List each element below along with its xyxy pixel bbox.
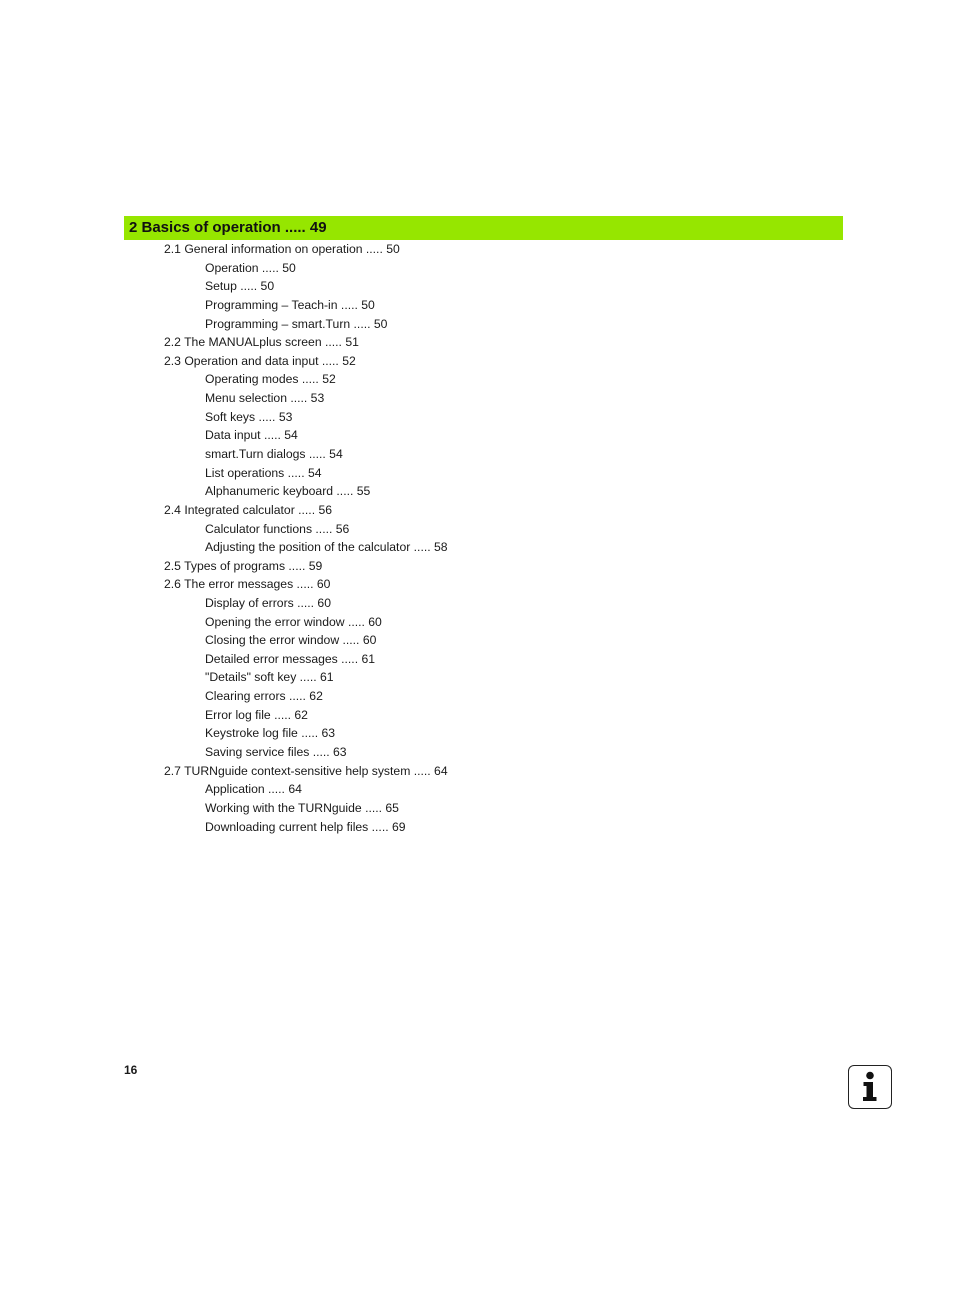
toc-entry[interactable]: Clearing errors ..... 62 — [205, 689, 323, 703]
toc-entry[interactable]: Setup ..... 50 — [205, 279, 275, 293]
toc-entry[interactable]: "Details" soft key ..... 61 — [205, 670, 334, 684]
toc-entry[interactable]: Display of errors ..... 60 — [205, 596, 331, 610]
toc-entry[interactable]: Operating modes ..... 52 — [205, 372, 336, 386]
toc-entry[interactable]: Data input ..... 54 — [205, 428, 298, 442]
toc-entry[interactable]: Menu selection ..... 53 — [205, 391, 325, 405]
info-glyph-icon — [849, 1066, 890, 1107]
toc-entry[interactable]: Saving service files ..... 63 — [205, 745, 347, 759]
toc-entry[interactable]: Calculator functions ..... 56 — [205, 522, 350, 536]
toc-entry[interactable]: Keystroke log file ..... 63 — [205, 726, 336, 740]
toc-entry[interactable]: Application ..... 64 — [205, 782, 302, 796]
info-icon — [848, 1065, 892, 1109]
toc-entry[interactable]: 2.3 Operation and data input ..... 52 — [164, 354, 356, 368]
toc-entry[interactable]: Soft keys ..... 53 — [205, 410, 293, 424]
toc-entry[interactable]: Detailed error messages ..... 61 — [205, 652, 376, 666]
toc-entry[interactable]: 2.7 TURNguide context-sensitive help system ..... 64 — [164, 764, 448, 778]
toc-entry[interactable]: 2.2 The MANUALplus screen ..... 51 — [164, 335, 359, 349]
page-number: 16 — [124, 1063, 138, 1077]
chapter-title[interactable]: 2 Basics of operation ..... 49 — [129, 219, 327, 236]
chapter-heading-bar — [124, 216, 843, 240]
toc-entry[interactable]: Opening the error window ..... 60 — [205, 615, 382, 629]
toc-entry[interactable]: 2.1 General information on operation ..... 50 — [164, 242, 400, 256]
toc-entry[interactable]: Operation ..... 50 — [205, 261, 296, 275]
toc-entry[interactable]: 2.4 Integrated calculator ..... 56 — [164, 503, 333, 517]
toc-entry[interactable]: Working with the TURNguide ..... 65 — [205, 801, 399, 815]
toc-entry[interactable]: Error log file ..... 62 — [205, 708, 308, 722]
toc-entry[interactable]: List operations ..... 54 — [205, 466, 322, 480]
toc-entry[interactable]: Downloading current help files ..... 69 — [205, 820, 406, 834]
toc-entry[interactable]: Programming – smart.Turn ..... 50 — [205, 317, 388, 331]
toc-entry[interactable]: 2.6 The error messages ..... 60 — [164, 577, 331, 591]
toc-entry[interactable]: smart.Turn dialogs ..... 54 — [205, 447, 343, 461]
toc-entry[interactable]: Closing the error window ..... 60 — [205, 633, 377, 647]
toc-entry[interactable]: Adjusting the position of the calculator ..... 58 — [205, 540, 448, 554]
toc-entry[interactable]: Programming – Teach-in ..... 50 — [205, 298, 375, 312]
toc-entry[interactable]: Alphanumeric keyboard ..... 55 — [205, 484, 371, 498]
toc-entry[interactable]: 2.5 Types of programs ..... 59 — [164, 559, 323, 573]
